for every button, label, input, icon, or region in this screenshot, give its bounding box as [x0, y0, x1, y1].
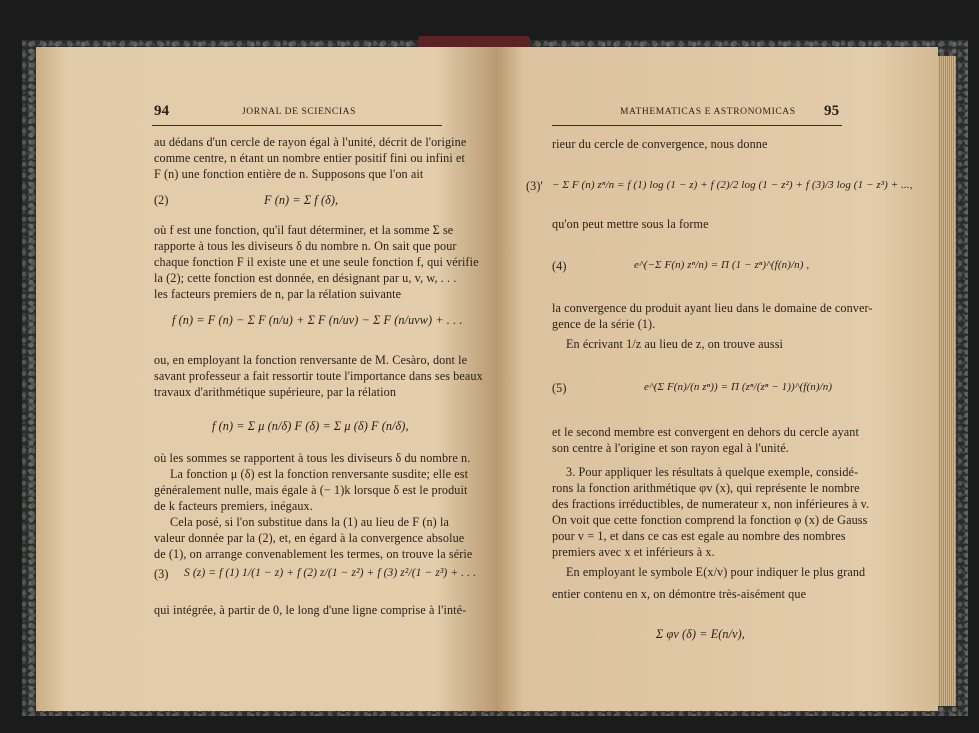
equation: F (n) = Σ f (δ), [264, 193, 339, 207]
equation: f (n) = F (n) − Σ F (n/u) + Σ F (n/uv) − Σ F (n/uvw) + . . . [172, 313, 463, 327]
equation: − Σ F (n) zⁿ/n = f (1) log (1 − z) + f (2)/2 log (1 − z²) + f (3)/3 log (1 − z³) + ..., [552, 179, 913, 191]
page-number: 95 [824, 103, 840, 119]
text-line: chaque fonction F il existe une et une seule fonction f, qui vérifie [154, 255, 479, 269]
equation: S (z) = f (1) 1/(1 − z) + f (2) z/(1 − z²) + f (3) z²/(1 − z³) + . . . [184, 567, 477, 579]
running-head: JORNAL DE SCIENCIAS [242, 107, 356, 117]
text-line: La fonction μ (δ) est la fonction renversante susdite; elle est [170, 467, 469, 481]
page-number: 94 [154, 103, 170, 119]
equation-label: (2) [154, 193, 169, 207]
text-line: On voit que cette fonction comprend la fonction φ (x) de Gauss [552, 513, 868, 527]
right-page [496, 47, 938, 711]
text-line: 3. Pour appliquer les résultats à quelque exemple, considé- [566, 465, 859, 479]
text-line: En employant le symbole E(x/v) pour indiquer le plus grand [566, 565, 866, 579]
equation: e^(−Σ F(n) zⁿ/n) = Π (1 − zⁿ)^(f(n)/n) , [634, 259, 810, 271]
text-line: et le second membre est convergent en dehors du cercle ayant [552, 425, 859, 439]
text-line: de (1), on arrange convenablement les termes, on trouve la série [154, 547, 473, 561]
text-line: entier contenu en x, on démontre très-aisément que [552, 587, 807, 601]
equation-label: (3)' [526, 179, 543, 193]
running-head: MATHEMATICAS E ASTRONOMICAS [620, 107, 796, 117]
left-page [36, 47, 496, 711]
text-line: savant professeur a fait ressortir toute l'importance dans ses beaux [154, 369, 483, 383]
text-line: premiers avec x et inférieurs à x. [552, 545, 715, 559]
text-line: qu'on peut mettre sous la forme [552, 217, 709, 231]
text-line: qui intégrée, à partir de 0, le long d'une ligne comprise à l'inté- [154, 603, 467, 617]
text-line: où les sommes se rapportent à tous les diviseurs δ du nombre n. [154, 451, 471, 465]
text-line: F (n) une fonction entière de n. Supposons que l'on ait [154, 167, 424, 181]
equation-label: (5) [552, 381, 567, 395]
text-line: pour v = 1, et dans ce cas est egale au nombre des nombres [552, 529, 846, 543]
equation: e^(Σ F(n)/(n zⁿ)) = Π (zⁿ/(zⁿ − 1))^(f(n)/n) [644, 381, 833, 393]
text-line: de k facteurs premiers, inégaux. [154, 499, 313, 513]
text-line: comme centre, n étant un nombre entier positif fini ou infini et [154, 151, 465, 165]
text-line: rapporte à tous les diviseurs δ du nombre n. On sait que pour [154, 239, 457, 253]
text-line: ou, en employant la fonction renversante de M. Cesàro, dont le [154, 353, 468, 367]
text-line: généralement nulle, mais égale à (− 1)k lorsque δ est le produit [154, 483, 468, 497]
header-rule [152, 125, 442, 126]
equation-label: (4) [552, 259, 567, 273]
equation: Σ φv (δ) = E(n/v), [656, 627, 745, 641]
text-line: la (2); cette fonction est donnée, en désignant par u, v, w, . . . [154, 271, 457, 285]
text-line: Cela posé, si l'on substitue dans la (1) au lieu de F (n) la [170, 515, 449, 529]
text-line: des fractions irréductibles, de numerateur x, non inférieures à v. [552, 497, 870, 511]
text-line: En écrivant 1/z au lieu de z, on trouve aussi [566, 337, 784, 351]
equation-label: (3) [154, 567, 169, 581]
text-line: au dédans d'un cercle de rayon égal à l'unité, décrit de l'origine [154, 135, 467, 149]
text-line: rieur du cercle de convergence, nous donne [552, 137, 768, 151]
text-line: les facteurs premiers de n, par la rélation suivante [154, 287, 402, 301]
text-line: où f est une fonction, qu'il faut déterminer, et la somme Σ se [154, 223, 454, 237]
text-line: la convergence du produit ayant lieu dans le domaine de conver- [552, 301, 873, 315]
page-edges [936, 56, 956, 706]
text-line: valeur donnée par la (2), et, en égard à la convergence absolue [154, 531, 465, 545]
text-line: son centre à l'origine et son rayon egal à l'unité. [552, 441, 789, 455]
text-line: travaux d'arithmétique supérieure, par la rélation [154, 385, 397, 399]
text-line: rons la fonction arithmétique φv (x), qui représente le nombre [552, 481, 860, 495]
equation: f (n) = Σ μ (n/δ) F (δ) = Σ μ (δ) F (n/δ), [212, 419, 409, 433]
header-rule [552, 125, 842, 126]
text-line: gence de la série (1). [552, 317, 656, 331]
